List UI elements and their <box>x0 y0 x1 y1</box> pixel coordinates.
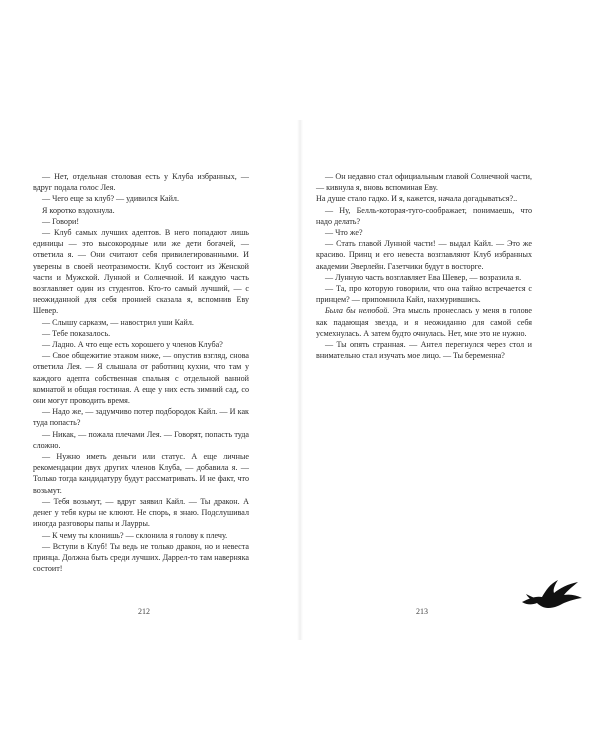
paragraph: — Чего еще за клуб? — удивился Кайл. <box>42 194 179 204</box>
paragraph: — Свое общежитие этажом ниже, — опустив взгляд, снова ответила Лея. — Я слышала от работниц кухни, что там у каждого адепта собственная спальня с отдельной ванной комнатой и общая гостиная. А еще у них есть зимний сад, со они могут проводить время. <box>33 351 249 406</box>
paragraph: — Клуб самых лучших адептов. В него попадают лишь единицы — это высокородные или же дети богачей, — ответила я. — Они считают себя привилегированными. И уверены в своей неотразимости. Клуб состоит из Женской части и Мужской. Лунной и Солнечной. И каждую часть возглавляет один из студентов. Кто-то самый лучший, — с неожиданной для себя пронией сказала я, вспомнив Еву Шевер. <box>33 228 249 316</box>
paragraph: — Что же? <box>325 228 363 238</box>
paragraph: — Надо же, — задумчиво потер подбородок Кайл. — И как туда попасть? <box>33 407 249 428</box>
paragraph: — Лунную часть возглавляет Ева Шевер, — возразила я. <box>325 272 522 282</box>
left-page-text <box>33 171 249 574</box>
dragon-silhouette-icon <box>520 572 590 612</box>
paragraph: — Никак, — пожала плечами Лея. — Говорят, попасть туда сложно. <box>33 429 249 450</box>
paragraph: — К чему ты клонишь? — склонила я голову к плечу. <box>42 530 228 540</box>
paragraph: — Ну, Белль-которая-туго-соображает, понимаешь, что надо делать? <box>316 205 532 226</box>
paragraph: Я коротко вздохнула. <box>42 205 115 215</box>
paragraph: — Ты опять странная. — Антел перегнулся через стол и внимательно стал изучать мое лицо. — Ты беременна? <box>316 340 532 361</box>
paragraph: Была бы нелюбой. Эта мысль пронеслась у меня в голове как падающая звезда, и я неожиданно для самой себя усмехнулась. А затем будто очнулась. Нет, мне это не нужно. <box>316 306 532 338</box>
paragraph: — Вступи в Клуб! Ты ведь не только дракон, но и невеста принца. Должна быть среди лучших. Даррел-то там наверняка состоит! <box>33 541 249 574</box>
paragraph: — Тебя возьмут, — вдруг заявил Кайл. — Ты дракон. А денег у тебя куры не клюют. Не спорь, я знаю. Подслушивал иногда разговоры папы и Лаурры. <box>33 496 249 529</box>
page-number: 213 <box>416 607 428 616</box>
right-page <box>300 0 600 750</box>
right-page-text <box>316 171 532 361</box>
italic-lead: Была бы нелюбой. <box>325 306 390 316</box>
paragraph: — Та, про которую говорили, что она тайно встречается с принцем? — припомнила Кайл, нахмурившись. <box>316 284 532 305</box>
paragraph: На душе стало гадко. И я, кажется, начала догадываться?.. <box>316 194 518 204</box>
paragraph: — Нужно иметь деньги или статус. А еще личные рекомендации двух других членов Клуба, — добавила я. — Только тогда кандидатуру будут рассматривать. И не факт, что возьмут. <box>33 452 249 495</box>
page-number: 212 <box>138 607 150 616</box>
paragraph: — Ладно. А что еще есть хорошего у членов Клуба? <box>42 340 223 350</box>
paragraph: — Стать главой Лунной части! — выдал Кайл. — Это же красиво. Принц и его невеста возглавляют Клуб избранных академии Эверлейн. Газетчики будут в восторге. <box>316 239 532 271</box>
paragraph: — Говори! <box>42 216 80 226</box>
paragraph: — Тебе показалось. <box>42 328 111 338</box>
paragraph: — Слышу сарказм, — навострил уши Кайл. <box>42 317 194 327</box>
paragraph: — Он недавно стал официальным главой Солнечной части, — кивнула я, вновь вспоминая Еву. <box>316 172 532 193</box>
paragraph: — Нет, отдельная столовая есть у Клуба избранных, — вдруг подала голос Лея. <box>33 172 249 193</box>
